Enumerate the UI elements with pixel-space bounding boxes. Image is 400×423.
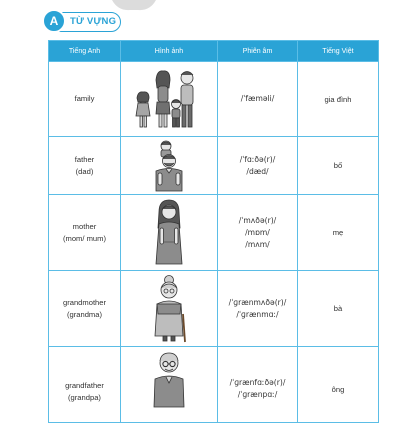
table-row [49, 195, 379, 271]
ipa-text: /mʌm/ [245, 239, 270, 249]
english-cell [49, 137, 121, 195]
family-icon [129, 66, 209, 132]
vietnamese-cell: gia đình [298, 62, 379, 137]
ipa-text: /ˈfæməli/ [240, 94, 275, 103]
image-cell [121, 271, 218, 347]
grandmother-icon [145, 274, 193, 344]
grandfather-icon [147, 349, 191, 409]
table-header-row [49, 41, 379, 62]
ipa-text: /ˈɡrænmʌðə(r)/ [228, 297, 287, 307]
table-row [49, 347, 379, 423]
table-row [49, 137, 379, 195]
ipa-cell [218, 62, 298, 137]
father-icon [144, 139, 194, 193]
top-decoration-icon [112, 0, 156, 12]
ipa-text: /ˈɡrænfɑːðə(r)/ [229, 378, 286, 387]
english-word: grandmother [62, 297, 107, 307]
ipa-cell [218, 347, 298, 423]
ipa-text: /ˈmʌðə(r)/ [238, 215, 277, 225]
header-ipa: Phiên âm [218, 41, 298, 62]
image-cell [121, 137, 218, 195]
english-cell [49, 62, 121, 137]
english-alt: (grandma) [66, 309, 103, 319]
vietnamese-cell: bố [298, 137, 379, 195]
vietnamese-cell: ông [298, 347, 379, 423]
image-cell [121, 347, 218, 423]
header-image: Hình ảnh [121, 41, 218, 62]
ipa-text: /ˈɡrænpɑː/ [237, 390, 278, 399]
english-cell [49, 271, 121, 347]
section-header [44, 12, 121, 32]
header-vietnamese: Tiếng Việt [298, 41, 379, 62]
mother-icon [149, 198, 189, 268]
ipa-text: /mɒm/ [245, 227, 270, 237]
image-cell [121, 195, 218, 271]
ipa-text: /ˈɡrænmɑː/ [236, 309, 279, 319]
english-cell [49, 347, 121, 423]
english-word: mother [72, 221, 97, 231]
vietnamese-cell: mẹ [298, 195, 379, 271]
english-alt: (grandpa) [68, 393, 101, 402]
english-alt: (mom/ mum) [62, 233, 107, 243]
english-word: family [74, 94, 95, 103]
ipa-cell [218, 195, 298, 271]
section-letter-badge: A [42, 9, 66, 33]
vocabulary-table [48, 40, 379, 423]
ipa-text: /ˈfɑːðə(r)/ [239, 154, 276, 164]
english-word: father [74, 154, 95, 164]
header-english: Tiếng Anh [49, 41, 121, 62]
ipa-cell [218, 271, 298, 347]
vietnamese-cell: bà [298, 271, 379, 347]
english-word: grandfather [65, 381, 104, 390]
table-row [49, 62, 379, 137]
section-title: TỪ VỰNG [70, 16, 117, 27]
english-cell [49, 195, 121, 271]
ipa-cell [218, 137, 298, 195]
table-row [49, 271, 379, 347]
english-alt: (dad) [75, 166, 94, 176]
image-cell [121, 62, 218, 137]
ipa-text: /dæd/ [246, 166, 269, 176]
